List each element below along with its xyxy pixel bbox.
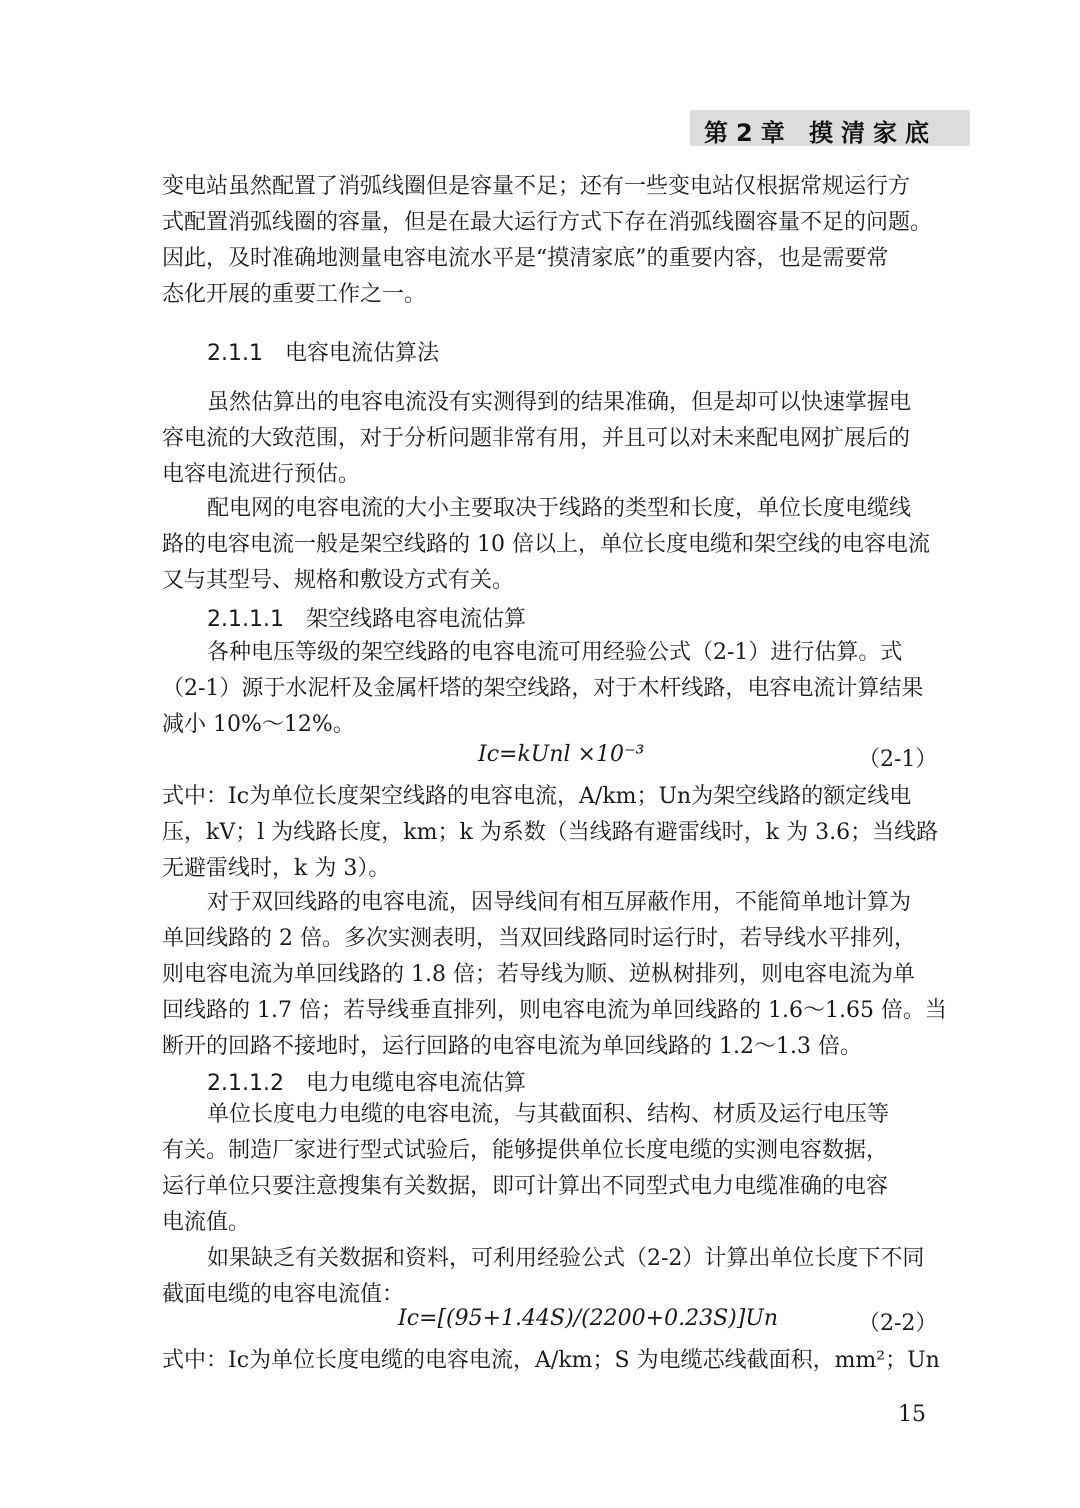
- text-line: 式中：Ic为单位长度电缆的电容电流，A/km；S 为电缆芯线截面积，mm²；Un: [162, 1348, 940, 1373]
- text-line: 单位长度电力电缆的电容电流，与其截面积、结构、材质及运行电压等: [207, 1102, 890, 1127]
- text-line: 式中：Ic为单位长度架空线路的电容电流，A/km；Un为架空线路的额定线电: [162, 784, 912, 809]
- text-line: 如果缺乏有关数据和资料，可利用经验公式（2-2）计算出单位长度下不同: [207, 1246, 925, 1271]
- text-line: 则电容电流为单回线路的 1.8 倍；若导线为顺、逆枞树排列，则电容电流为单: [162, 962, 915, 987]
- text-line: 态化开展的重要工作之一。: [162, 282, 427, 307]
- text-line: 电容电流进行预估。: [162, 462, 361, 487]
- section-heading: 2.1.1 电容电流估算法: [207, 341, 439, 366]
- formula-2-1: Ic=kUnl ×10⁻³: [478, 742, 645, 767]
- text-line: 减小 10%～12%。: [162, 712, 355, 737]
- text-line: 式配置消弧线圈的容量，但是在最大运行方式下存在消弧线圈容量不足的问题。: [162, 210, 933, 235]
- text-line: 断开的回路不接地时，运行回路的电容电流为单回线路的 1.2～1.3 倍。: [162, 1034, 862, 1059]
- text-line: 运行单位只要注意搜集有关数据，即可计算出不同型式电力电缆准确的电容: [162, 1174, 889, 1199]
- page-number: 15: [898, 1402, 926, 1427]
- equation-number: （2-2）: [858, 1311, 938, 1336]
- text-line: 电流值。: [162, 1210, 251, 1235]
- text-line: （2-1）源于水泥杆及金属杆塔的架空线路，对于木杆线路，电容电流计算结果: [162, 676, 924, 701]
- text-line: 路的电容电流一般是架空线路的 10 倍以上，单位长度电缆和架空线的电容电流: [162, 532, 930, 557]
- text-line: 对于双回线路的电容电流，因导线间有相互屏蔽作用，不能简单地计算为: [207, 890, 912, 915]
- text-line: 配电网的电容电流的大小主要取决于线路的类型和长度，单位长度电缆线: [207, 496, 912, 521]
- text-line: 因此，及时准确地测量电容电流水平是“摸清家底”的重要内容，也是需要常: [162, 246, 889, 271]
- text-line: 虽然估算出的电容电流没有实测得到的结果准确，但是却可以快速掌握电: [207, 390, 912, 415]
- subsection-heading: 2.1.1.2 电力电缆电容电流估算: [207, 1071, 526, 1096]
- text-line: 又与其型号、规格和敷设方式有关。: [162, 568, 515, 593]
- subsection-heading: 2.1.1.1 架空线路电容电流估算: [207, 607, 526, 632]
- text-line: 无避雷线时，k 为 3）。: [162, 856, 391, 881]
- formula-2-2: Ic=[(95+1.44S)/(2200+0.23S)]Un: [398, 1306, 779, 1331]
- equation-number: （2-1）: [858, 747, 938, 772]
- text-line: 有关。制造厂家进行型式试验后，能够提供单位长度电缆的实测电容数据，: [162, 1138, 889, 1163]
- text-line: 变电站虽然配置了消弧线圈但是容量不足；还有一些变电站仅根据常规运行方: [162, 174, 911, 199]
- chapter-title: 第2章 摸清家底: [704, 119, 938, 147]
- text-line: 单回线路的 2 倍。多次实测表明，当双回线路同时运行时，若导线水平排列，: [162, 926, 916, 951]
- text-line: 压，kV；l 为线路长度，km；k 为系数（当线路有避雷线时，k 为 3.6；当线路: [162, 820, 939, 845]
- text-line: 回线路的 1.7 倍；若导线垂直排列，则电容电流为单回线路的 1.6～1.65 倍。当: [162, 998, 947, 1023]
- text-line: 容电流的大致范围，对于分析问题非常有用，并且可以对未来配电网扩展后的: [162, 426, 911, 451]
- text-line: 截面电缆的电容电流值：: [162, 1282, 405, 1307]
- text-line: 各种电压等级的架空线路的电容电流可用经验公式（2-1）进行估算。式: [207, 640, 903, 665]
